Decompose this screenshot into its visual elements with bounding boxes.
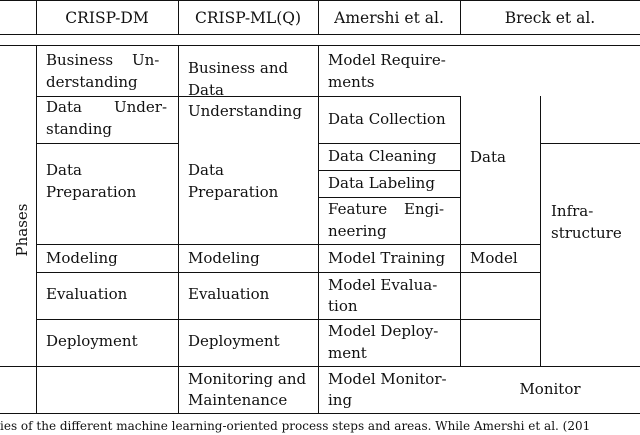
header-crisp-dm: CRISP-DM (65, 9, 149, 27)
cell-crisp-ml-preparation: Preparation (188, 183, 279, 201)
cell-amershi-requirements: ments (328, 73, 375, 91)
cell-crisp-dm-data-understanding: standing (46, 120, 112, 138)
cell-amershi-feature-engineering: neering (328, 222, 387, 240)
cell-crisp-dm-modeling: Modeling (46, 249, 118, 267)
col-rule (318, 45, 319, 413)
row-rule (318, 96, 460, 97)
cell-amershi-monitoring: ing (328, 391, 353, 409)
cell-crisp-ml-modeling: Modeling (188, 249, 260, 267)
cell-amershi-deployment: Model Deploy- (328, 322, 439, 340)
cell-amershi-feature-engineering: Engi- (404, 200, 445, 218)
col-rule (540, 96, 541, 366)
cell-crisp-ml-business-data: Understanding (188, 102, 302, 120)
cell-crisp-dm-data-understanding: Under- (114, 98, 168, 116)
cell-crisp-ml-deployment: Deployment (188, 332, 280, 350)
cell-amershi-evaluation: Model Evalua- (328, 276, 438, 294)
cell-crisp-dm-business: Un- (132, 51, 160, 69)
cell-crisp-dm-preparation: Preparation (46, 183, 137, 201)
cell-crisp-dm-evaluation: Evaluation (46, 285, 128, 303)
row-rule (36, 143, 178, 144)
cell-amershi-labeling: Data Labeling (328, 174, 435, 192)
cell-crisp-ml-monitoring: Monitoring and (188, 370, 307, 388)
col-rule (460, 96, 461, 366)
cell-crisp-dm-preparation: Data (46, 161, 82, 179)
cell-crisp-ml-business-data: Business and (188, 59, 289, 77)
row-rule (36, 272, 540, 273)
header-crisp-ml: CRISP-ML(Q) (194, 9, 302, 27)
cell-breck-model: Model (470, 249, 518, 267)
cell-breck-infrastructure: structure (551, 224, 622, 242)
row-rule (36, 244, 540, 245)
header-bottom-rule (0, 34, 640, 35)
row-rule (36, 319, 540, 320)
cell-crisp-ml-preparation: Data (188, 161, 224, 179)
cell-crisp-dm-data-understanding: Data (46, 98, 82, 116)
row-rule (540, 143, 640, 144)
cell-amershi-deployment: ment (328, 344, 367, 362)
cell-amershi-training: Model Training (328, 249, 446, 267)
cell-crisp-ml-monitoring: Maintenance (188, 391, 288, 409)
cell-crisp-ml-evaluation: Evaluation (188, 285, 270, 303)
table-bottom-rule (0, 413, 640, 414)
header-amershi: Amershi et al. (334, 9, 444, 27)
cell-breck-data: Data (470, 148, 506, 166)
cell-amershi-collection: Data Collection (328, 110, 446, 128)
cell-amershi-feature-engineering: Feature (328, 200, 388, 218)
row-rule (0, 366, 640, 367)
cell-crisp-dm-business: derstanding (46, 73, 138, 91)
col-rule (36, 45, 37, 413)
table-top-rule (0, 0, 640, 1)
cell-amershi-evaluation: tion (328, 297, 358, 315)
cell-crisp-dm-deployment: Deployment (46, 332, 138, 350)
header-breck: Breck et al. (504, 9, 596, 27)
row-rule (318, 170, 460, 171)
cell-amershi-monitoring: Model Monitor- (328, 370, 447, 388)
cell-crisp-dm-business: Business (46, 51, 114, 69)
phases-label-text: Phases (13, 203, 31, 257)
cell-crisp-ml-business-data: Data (188, 81, 224, 99)
cell-amershi-cleaning: Data Cleaning (328, 147, 437, 165)
cell-breck-monitor: Monitor (519, 380, 581, 398)
phases-label (9, 200, 35, 260)
row-rule (318, 143, 460, 144)
body-top-rule (0, 45, 640, 46)
col-rule (178, 45, 179, 413)
cell-amershi-requirements: Model Require- (328, 51, 446, 69)
cell-breck-infrastructure: Infra- (551, 202, 594, 220)
figure-caption: ies of the different machine learning-oriented process steps and areas. While Amershi et al. (201 (0, 419, 591, 433)
